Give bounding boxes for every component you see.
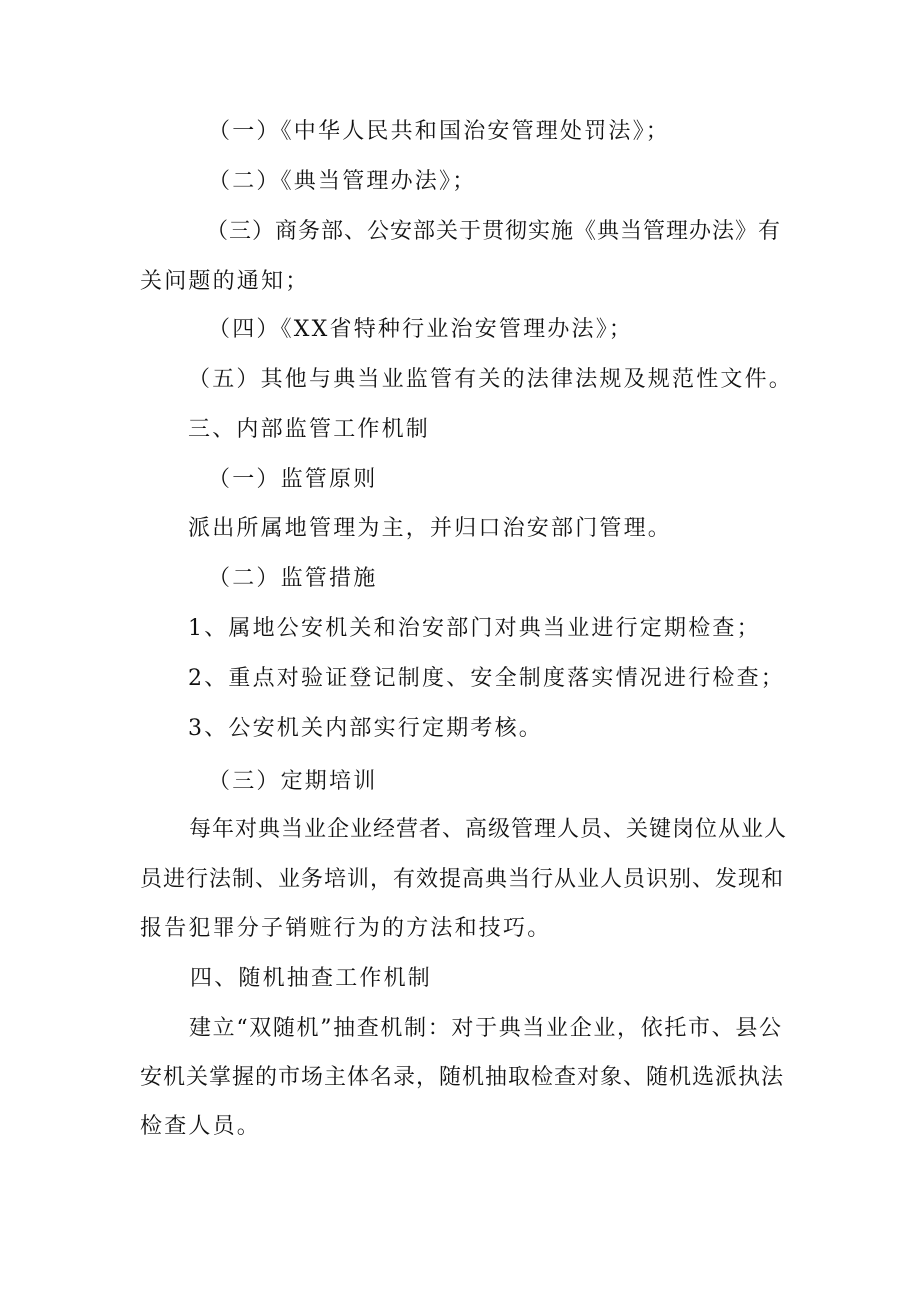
subheading-supervision-measures: （二）监管措施 bbox=[208, 566, 378, 591]
law-item-1: （一）《中华人民共和国治安管理处罚法》； bbox=[208, 119, 671, 144]
subheading-supervision-principle: （一）监管原则 bbox=[208, 467, 378, 492]
measure-item-3: 3、公安机关内部实行定期考核。 bbox=[188, 716, 543, 741]
law-item-3-line-1: （三）商务部、公安部关于贯彻实施《典当管理办法》有 bbox=[206, 219, 782, 244]
section-four-heading: 四、随机抽查工作机制 bbox=[190, 966, 433, 991]
random-check-paragraph-line-3: 检查人员。 bbox=[140, 1114, 262, 1139]
law-item-4: （四）《XX省特种行业治安管理办法》； bbox=[208, 317, 634, 342]
principle-text: 派出所属地管理为主，并归口治安部门管理。 bbox=[188, 516, 673, 541]
random-check-paragraph-line-1: 建立“双随机”抽查机制：对于典当业企业，依托市、县公 bbox=[189, 1016, 782, 1041]
measure-item-2: 2、重点对验证登记制度、安全制度落实情况进行检查； bbox=[188, 666, 785, 691]
subheading-regular-training: （三）定期培训 bbox=[208, 769, 378, 794]
law-item-5: （五）其他与典当业监管有关的法律法规及规范性文件。 bbox=[188, 367, 794, 392]
law-item-3-line-2: 关问题的通知； bbox=[140, 269, 310, 294]
random-check-paragraph-line-2: 安机关掌握的市场主体名录，随机抽取检查对象、随机选派执法 bbox=[140, 1065, 785, 1090]
training-paragraph-line-1: 每年对典当业企业经营者、高级管理人员、关键岗位从业人 bbox=[189, 817, 788, 842]
law-item-2: （二）《典当管理办法》； bbox=[208, 169, 477, 194]
training-paragraph-line-2: 员进行法制、业务培训，有效提高典当行从业人员识别、发现和 bbox=[140, 867, 785, 892]
training-paragraph-line-3: 报告犯罪分子销赃行为的方法和技巧。 bbox=[140, 916, 552, 941]
measure-item-1: 1、属地公安机关和治安部门对典当业进行定期检查； bbox=[188, 616, 761, 641]
section-three-heading: 三、内部监管工作机制 bbox=[188, 417, 431, 442]
